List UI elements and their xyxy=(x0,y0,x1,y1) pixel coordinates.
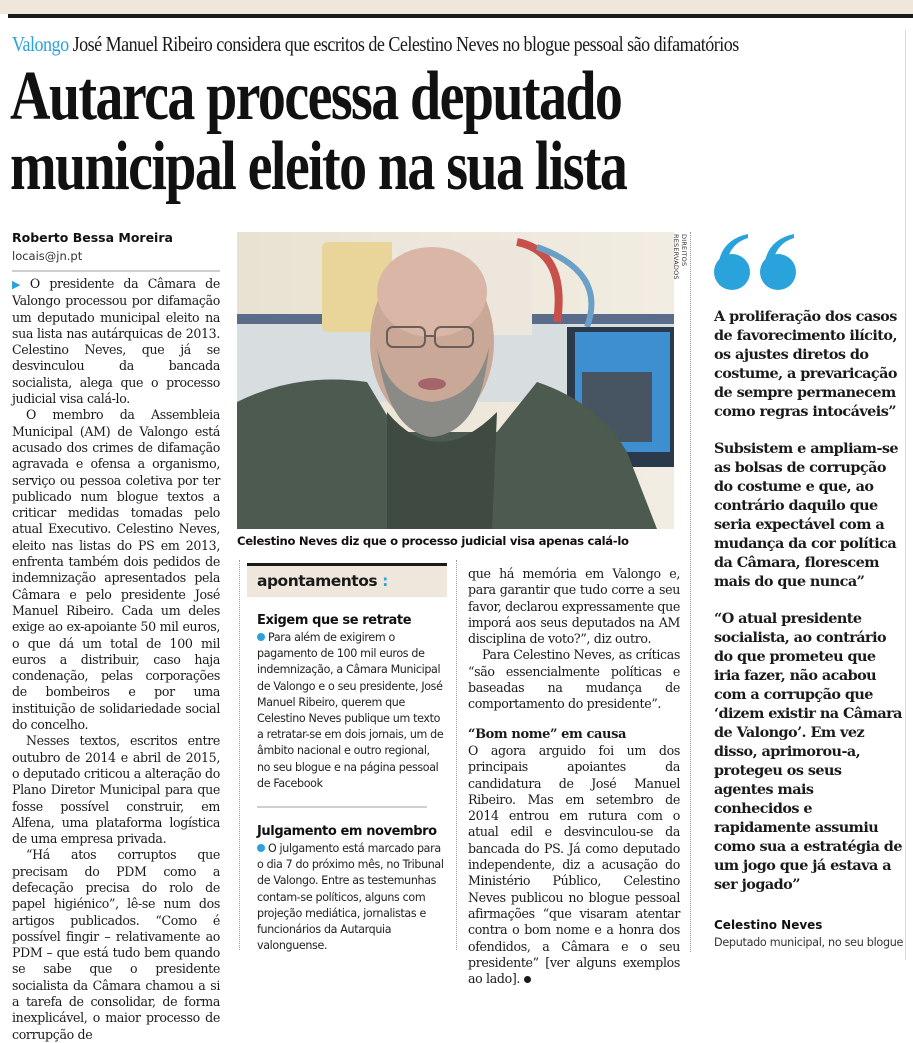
body-paragraph: O membro da Assembleia Municipal (AM) de Valongo está acusado dos crimes de difamação agravada e ofensa a organismo, serviço ou pessoa coletiva por ter publicado num blogue textos a criticar medidas tomadas pelo atual Executivo. Celestino Neves, eleito nas listas do PS em 2013, enfrenta também dois pedidos de indemnização apresentados pela Câmara e pelo presidente José Manuel Ribeiro. Cada um deles exige ao ex-apoiante 50 mil euros, o que dá um total de 100 mil euros a distribuir, caso haja condenação, pelas corporações de bombeiros e por uma instituição de solidariedade social do concelho. xyxy=(12,407,220,733)
end-mark-icon xyxy=(524,976,531,983)
bullet-dot-icon xyxy=(257,844,265,852)
quote-attribution xyxy=(714,918,903,949)
body-paragraph: que há memória em Valongo e, para garantir que tudo corre a seu favor, declarou expressamente que imporá aos seus deputados na AM disciplina de voto?”, diz outro. xyxy=(468,566,680,647)
sidebar-box xyxy=(247,563,447,954)
headline-line-2: municipal eleito na sua lista xyxy=(10,128,627,205)
pull-quote: A proliferação dos casos de favorecimento ilícito, os ajustes diretos do costume, a prevaricação de sempre permanecem como regras intocáveis” xyxy=(714,308,897,420)
body-paragraph: Nesses textos, escritos entre outubro de 2014 e abril de 2015, o deputado criticou a alteração do Plano Diretor Municipal para que fosse possível construir, em Alfena, uma plataforma logística de uma empresa privada. xyxy=(12,733,220,847)
sidebar-item-heading: Exigem que se retrate xyxy=(257,613,412,628)
photo-caption: Celestino Neves diz que o processo judicial visa apenas calá-lo xyxy=(237,534,629,548)
portrait-photo-illustration xyxy=(237,232,674,529)
box-border-right xyxy=(456,560,457,950)
body-paragraph: Para Celestino Neves, as críticas “são essencialmente políticas e baseadas na mudança de comportamento do presidente”. xyxy=(468,647,680,712)
quote-source-name: Celestino Neves xyxy=(714,918,823,932)
photo-credit: DIREITOS RESERVADOS xyxy=(672,234,688,280)
sidebar-item-heading: Julgamento em novembro xyxy=(257,824,437,840)
author-email[interactable]: locais@jn.pt xyxy=(12,249,83,263)
pull-quote: “O atual presidente socialista, ao contrário do que prometeu que iria fazer, não acabou com a corrupção que ‘dizem existir na Câmara de Valongo’. Em vez disso, aprimorou-a, protegeu os seus agentes mais conhecidos e rapidamente assumiu como sua a estratégia de um jogo que já estava a ser jogado” xyxy=(714,610,902,893)
kicker xyxy=(12,32,777,57)
body-column-3 xyxy=(468,566,680,987)
top-rule xyxy=(8,14,913,18)
pull-quote: Subsistem e ampliam-se as bolsas de corrupção do costume e que, ao contrário daquilo que seria expectável com a mudança da cor política da Câmara, florescem mais do que nunca” xyxy=(714,440,899,590)
body-paragraph: O agora arguido foi um dos principais apoiantes da candidatura de José Manuel Ribeiro. Mas em setembro de 2014 entrou em rutura com o atual edil e desvinculou-se da bancada do PS. Já como deputado independente, diz a acusação do Ministério Público, Celestino Neves publicou no blogue pessoal afirmações “que visaram atentar contra o bom nome e a honra dos ofendidos, a Câmara e o seu presidente” [ver alguns exemplos ao lado]. xyxy=(468,742,680,987)
kicker-text: José Manuel Ribeiro considera que escritos de Celestino Neves no blogue pessoal são difamatórios xyxy=(68,32,739,56)
sidebar-header xyxy=(247,563,447,597)
sidebar-item xyxy=(247,613,447,792)
headline-line-1: Autarca processa deputado xyxy=(10,58,622,135)
page-edge xyxy=(905,30,906,960)
sidebar-title: apontamentos xyxy=(257,572,378,590)
box-border-left xyxy=(239,560,240,950)
section-tag: Valongo xyxy=(12,32,69,56)
byline-divider xyxy=(12,270,220,272)
pull-quotes xyxy=(714,307,902,912)
quote-open-icon xyxy=(712,232,807,292)
play-arrow-icon: ▶ xyxy=(12,278,26,291)
author-name: Roberto Bessa Moreira xyxy=(12,230,173,245)
sidebar-title-mark: : xyxy=(382,572,389,590)
sidebar-item xyxy=(247,824,447,954)
quote-source-role: Deputado municipal, no seu blogue xyxy=(714,936,904,949)
subheading: “Bom nome” em causa xyxy=(468,726,627,742)
byline xyxy=(12,230,173,263)
article-photo xyxy=(237,232,674,529)
headline xyxy=(10,58,627,205)
top-band xyxy=(0,0,913,14)
body-column-1 xyxy=(12,276,220,1043)
sidebar-divider xyxy=(257,806,427,808)
sidebar-item-text: O julgamento está marcado para o dia 7 do próximo mês, no Tribunal de Valongo. Entre as testemunhas contam-se políticos, alguns com projeção mediática, jornalistas e funcionários da Autarquia valonguense. xyxy=(257,842,444,953)
body-paragraph: ▶ O presidente da Câmara de Valongo processou por difamação um deputado municipal eleito na sua lista nas autárquicas de 2013. Celestino Neves, que já se desvinculou da bancada socialista, alega que o processo judicial visa calá-lo. xyxy=(12,276,220,407)
bullet-dot-icon xyxy=(257,633,265,641)
column-divider xyxy=(690,232,691,952)
body-paragraph: “Há atos corruptos que precisam do PDM como a defecação precisa do rolo de papel higiénico”, lê-se num dos artigos publicados. “Como é possível fingir – relativamente ao PDM – que está tudo bem quando se sabe que o presidente socialista da Câmara chamou a si a tarefa de consolidar, de forma inexplicável, o maior processo de corrupção de xyxy=(12,847,220,1042)
sidebar-item-text: Para além de exigirem o pagamento de 100 mil euros de indemnização, a Câmara Municipal de Valongo e o seu presidente, José Manuel Ribeiro, querem que Celestino Neves publique um texto a retratar-se em dois jornais, um de âmbito nacional e outro regional, no seu blogue e na página pessoal de Facebook xyxy=(257,631,444,790)
